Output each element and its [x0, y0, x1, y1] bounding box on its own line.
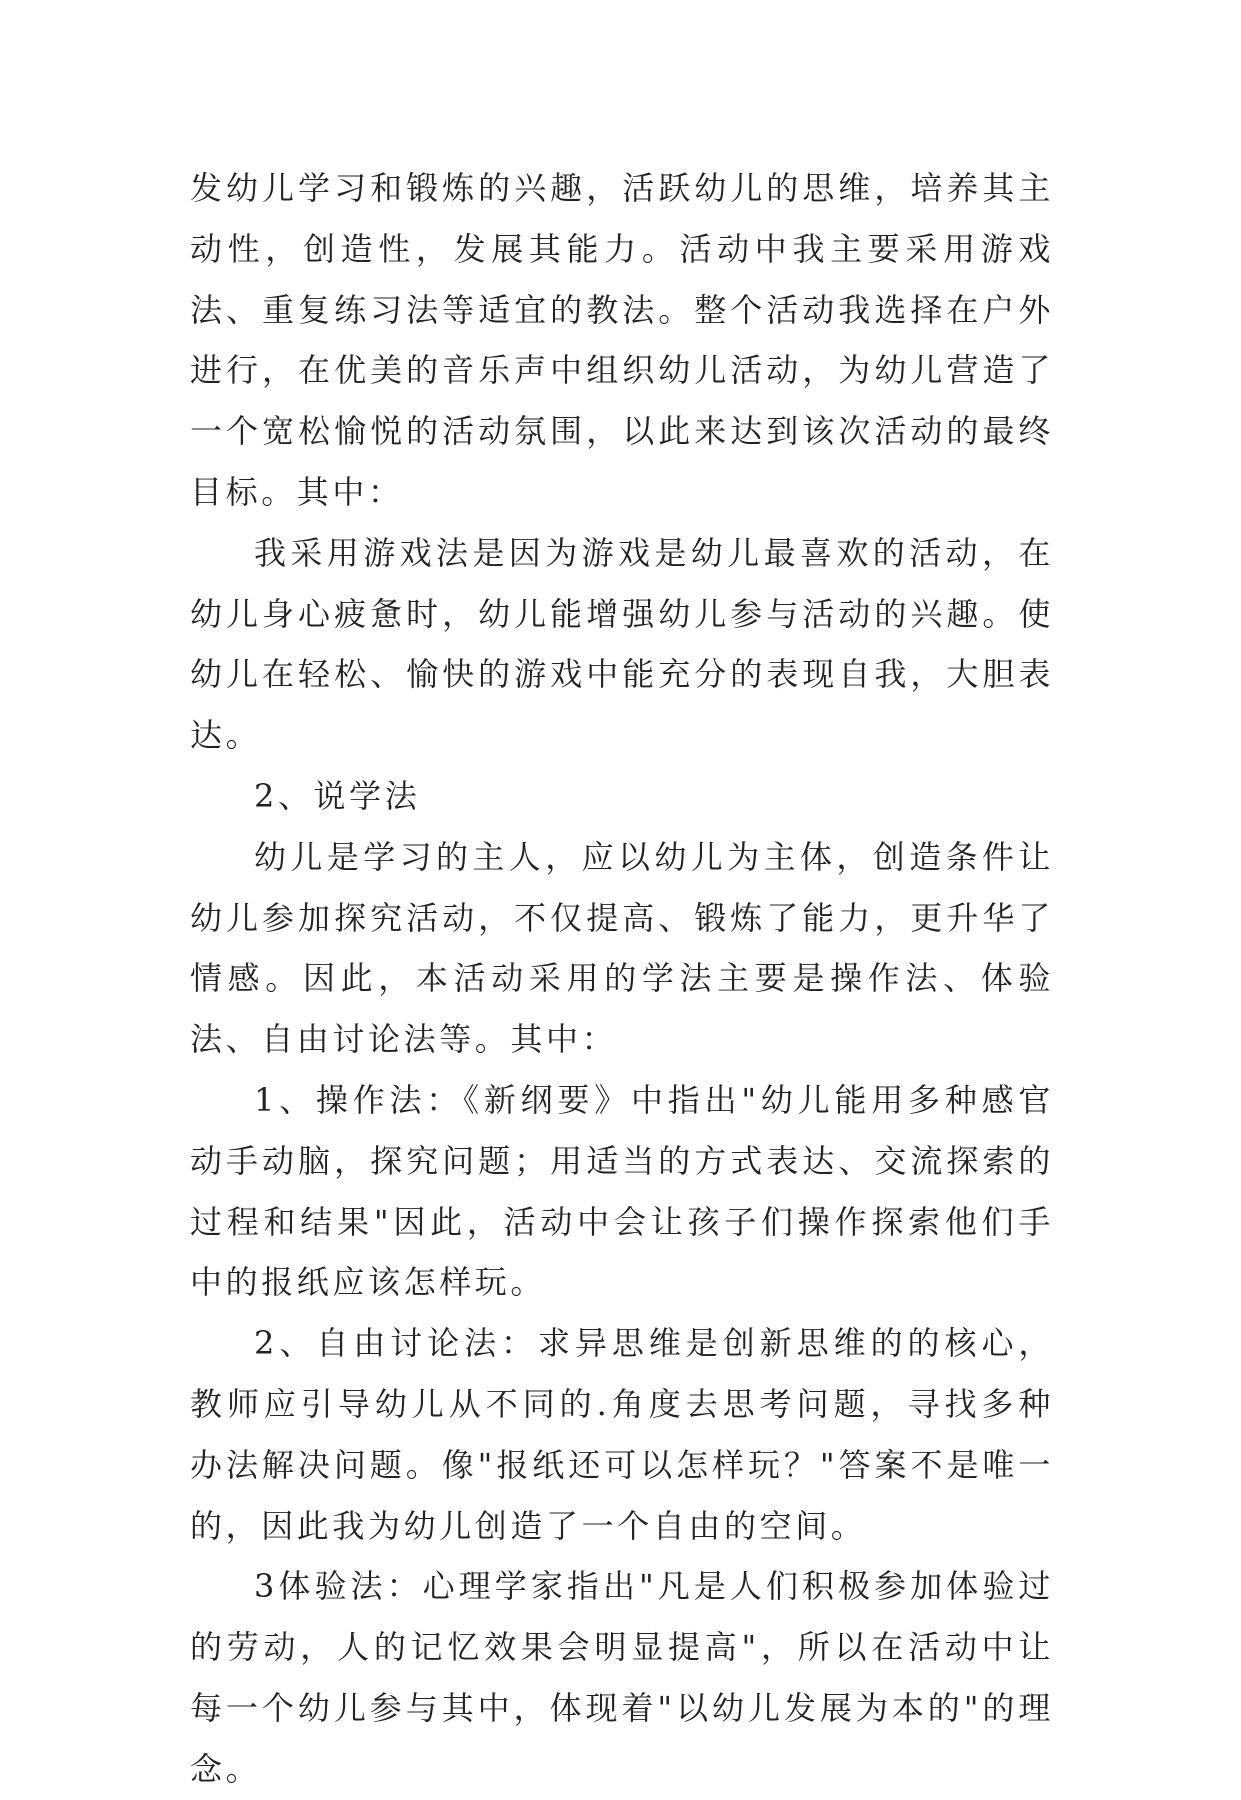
paragraph-game-method: 我采用游戏法是因为游戏是幼儿最喜欢的活动，在幼儿身心疲惫时，幼儿能增强幼儿参与活动的兴趣。使幼儿在轻松、愉快的游戏中能充分的表现自我，大胆表达。	[190, 533, 1054, 755]
paragraph-intro-continuation: 发幼儿学习和锻炼的兴趣，活跃幼儿的思维，培养其主动性，创造性，发展其能力。活动中我主要采用游戏法、重复练习法等适宜的教法。整个活动我选择在户外进行，在优美的音乐声中组织幼儿活动，为幼儿营造了一个宽松愉悦的活动氛围，以此来达到该次活动的最终目标。其中：	[190, 169, 1054, 511]
paragraph-experience-method: 3体验法：心理学家指出"凡是人们积极参加体验过的劳动，人的记忆效果会明显提高"，所以在活动中让每一个幼儿参与其中，体现着"以幼儿发展为本的"的理念。	[190, 1567, 1054, 1788]
paragraph-operation-method: 1、操作法：《新纲要》中指出"幼儿能用多种感官动手动脑，探究问题；用适当的方式表达、交流探索的过程和结果"因此，活动中会让孩子们操作探索他们手中的报纸应该怎样玩。	[190, 1080, 1054, 1302]
paragraph-learning-method: 幼儿是学习的主人，应以幼儿为主体，创造条件让幼儿参加探究活动，不仅提高、锻炼了能力，更升华了情感。因此，本活动采用的学法主要是操作法、体验法、自由讨论法等。其中：	[190, 837, 1054, 1059]
document-body	[190, 158, 1054, 1800]
paragraph-free-discussion-method: 2、自由讨论法：求异思维是创新思维的的核心，教师应引导幼儿从不同的.角度去思考问题，寻找多种办法解决问题。像"报纸还可以怎样玩？"答案不是唯一的，因此我为幼儿创造了一个自由的空间。	[190, 1324, 1054, 1545]
section-heading-learning-method: 2、说学法	[254, 776, 421, 815]
